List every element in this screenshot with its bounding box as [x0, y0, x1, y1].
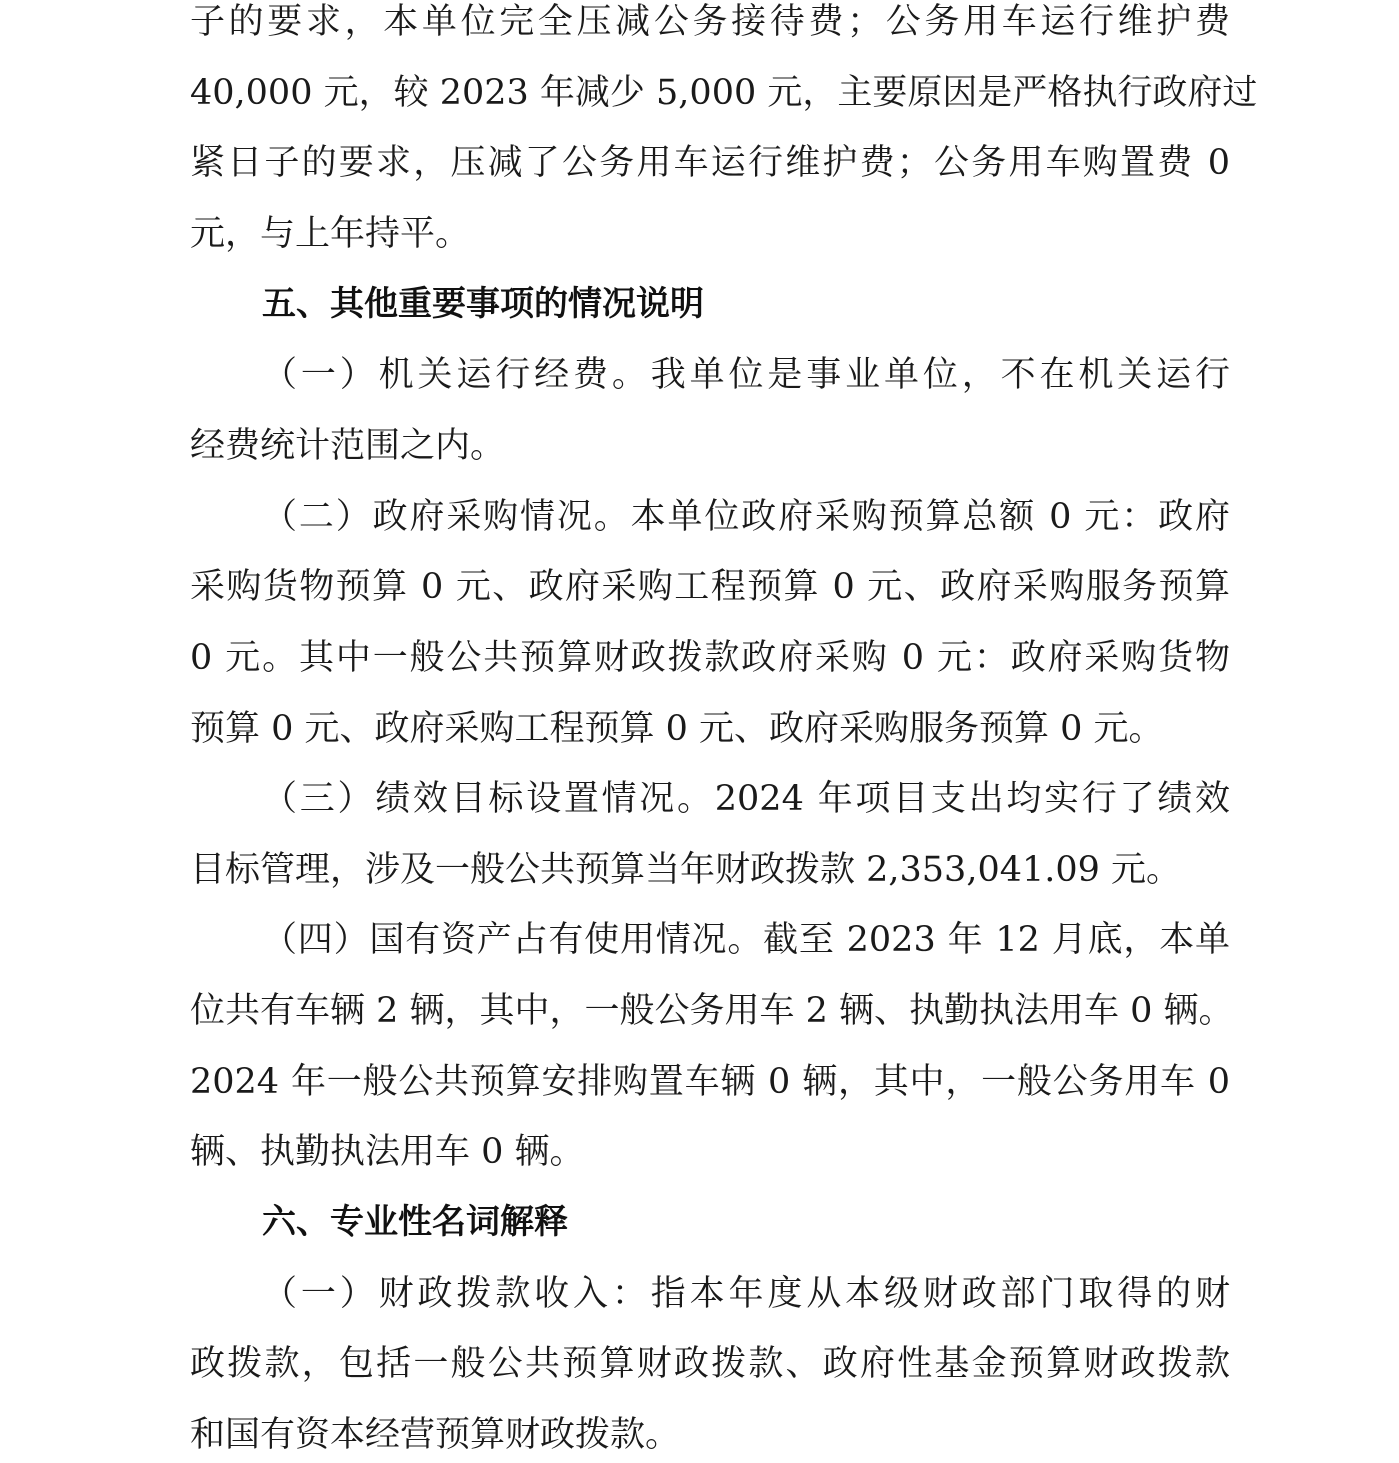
paragraph-line: 目标管理，涉及一般公共预算当年财政拨款 2,353,041.09 元。 — [190, 850, 1182, 890]
paragraph-line: 采购货物预算 0 元、政府采购工程预算 0 元、政府采购服务预算 — [190, 567, 1230, 607]
paragraph-line: （一）财政拨款收入：指本年度从本级财政部门取得的财 — [262, 1274, 1230, 1314]
paragraph-line: 子的要求，本单位完全压减公务接待费；公务用车运行维护费 — [190, 2, 1230, 42]
paragraph-line: 预算 0 元、政府采购工程预算 0 元、政府采购服务预算 0 元。 — [190, 709, 1164, 749]
section-heading-5: 五、其他重要事项的情况说明 — [262, 284, 704, 324]
paragraph-line: （二）政府采购情况。本单位政府采购预算总额 0 元：政府 — [262, 497, 1230, 537]
paragraph-line: 辆、执勤执法用车 0 辆。 — [190, 1132, 585, 1172]
paragraph-line: 经费统计范围之内。 — [190, 426, 506, 466]
paragraph-line: （四）国有资产占有使用情况。截至 2023 年 12 月底，本单 — [262, 920, 1230, 960]
paragraph-line: 2024 年一般公共预算安排购置车辆 0 辆，其中，一般公务用车 0 — [190, 1062, 1230, 1102]
paragraph-line: 元，与上年持平。 — [190, 214, 471, 254]
paragraph-line: （一）机关运行经费。我单位是事业单位，不在机关运行 — [262, 355, 1230, 395]
paragraph-line: 40,000 元，较 2023 年减少 5,000 元，主要原因是严格执行政府过 — [190, 73, 1258, 113]
paragraph-line: 位共有车辆 2 辆，其中，一般公务用车 2 辆、执勤执法用车 0 辆。 — [190, 991, 1234, 1031]
paragraph-line: 紧日子的要求，压减了公务用车运行维护费；公务用车购置费 0 — [190, 143, 1230, 183]
paragraph-line: 0 元。其中一般公共预算财政拨款政府采购 0 元：政府采购货物 — [190, 638, 1230, 678]
paragraph-line: 政拨款，包括一般公共预算财政拨款、政府性基金预算财政拨款 — [190, 1344, 1230, 1384]
paragraph-line: 和国有资本经营预算财政拨款。 — [190, 1415, 681, 1455]
section-heading-6: 六、专业性名词解释 — [262, 1202, 568, 1242]
paragraph-line: （三）绩效目标设置情况。2024 年项目支出均实行了绩效 — [262, 779, 1230, 819]
